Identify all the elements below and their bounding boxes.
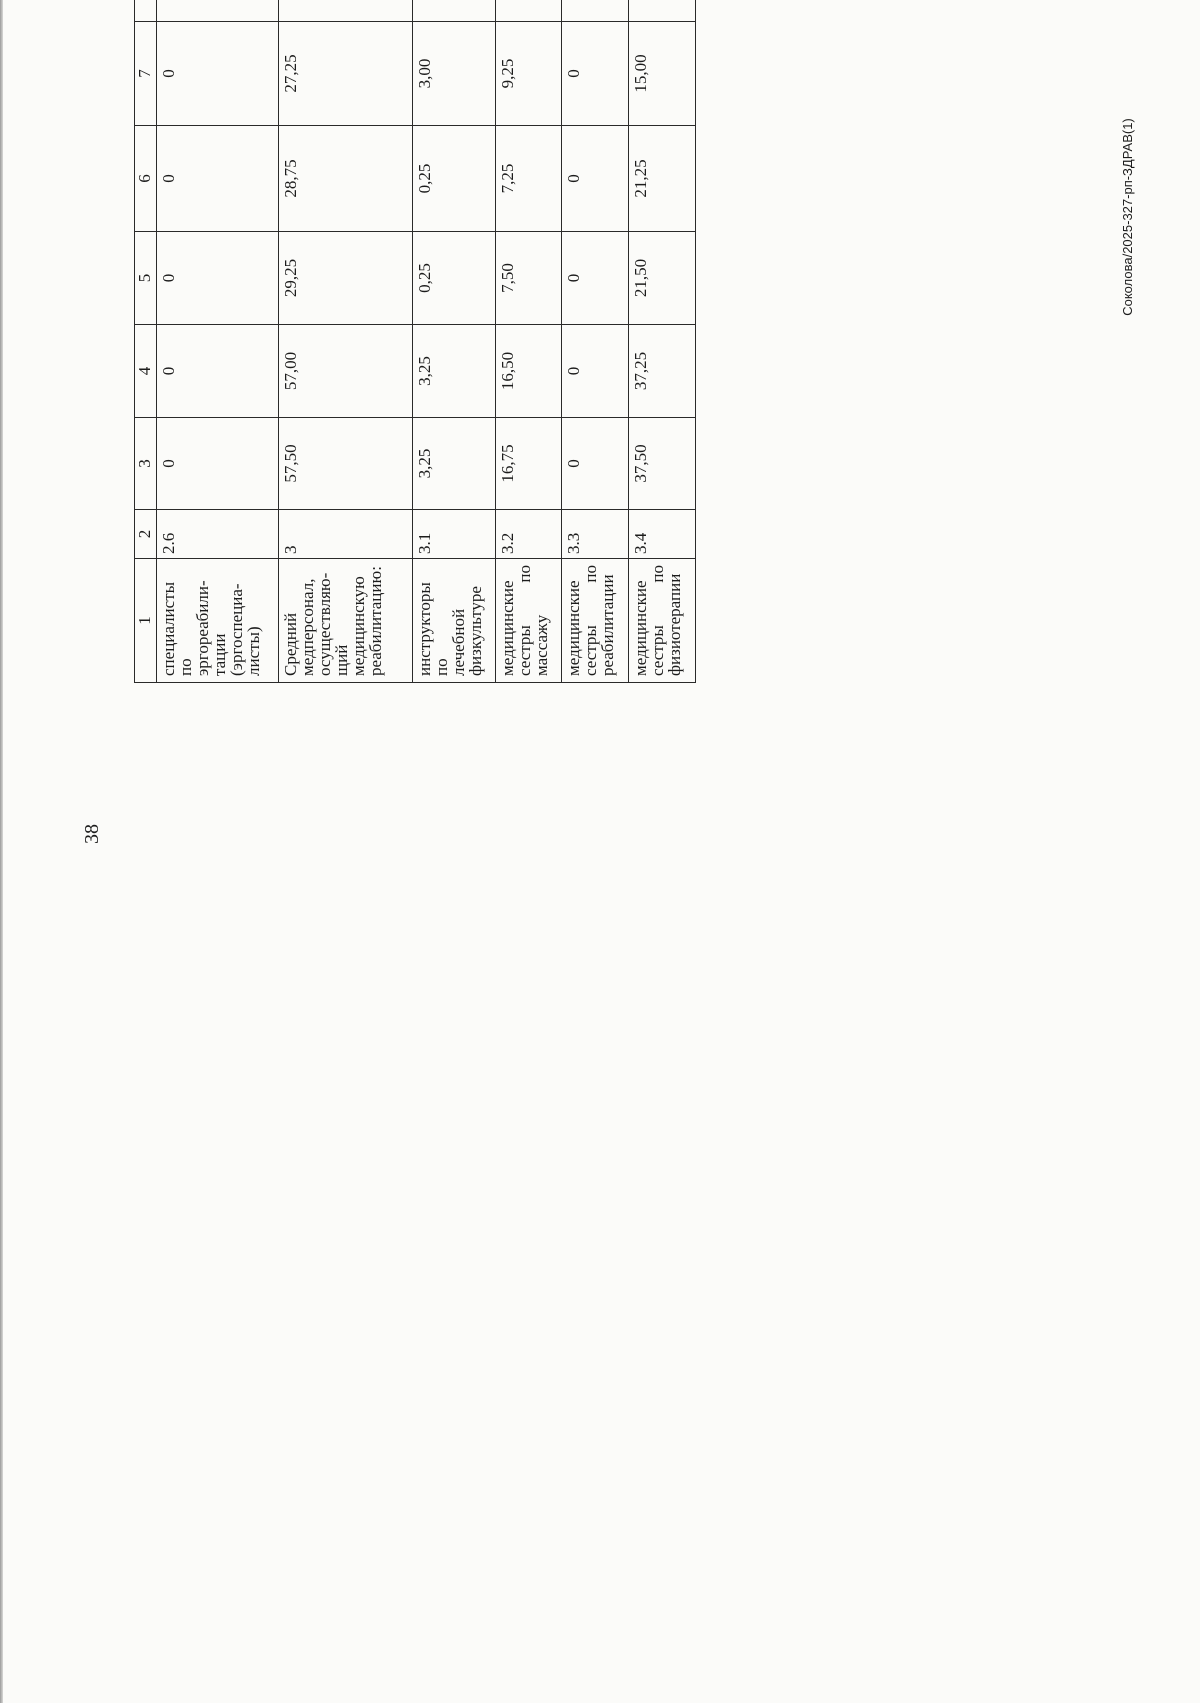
column-number-5: 5	[135, 232, 157, 325]
value-cell-col-5: 0	[156, 232, 278, 325]
table-row	[495, 0, 562, 683]
value-cell-col-5: 21,50	[629, 232, 696, 325]
value-cell-col-6: 21,25	[629, 126, 696, 232]
row-name-line: инструкторы по	[414, 582, 451, 676]
row-name-line: эргореабили-	[192, 580, 212, 676]
value-cell-col-3: 3,25	[412, 418, 495, 510]
row-name-line: сестры по	[514, 565, 534, 676]
value-cell-col-8	[156, 0, 278, 22]
table-body	[135, 0, 696, 683]
rotated-table-frame	[134, 0, 696, 683]
row-name-line: медперсонал,	[297, 578, 317, 676]
page-binding-edge	[0, 0, 3, 1703]
value-cell-col-6: 28,75	[278, 126, 412, 232]
row-name-line: листы)	[243, 626, 263, 676]
row-name-cell	[495, 559, 562, 683]
value-cell-col-3: 37,50	[629, 418, 696, 510]
row-name-line: физиотерапии	[665, 573, 685, 676]
value-cell-col-7: 27,25	[278, 22, 412, 126]
value-cell-col-4: 16,50	[495, 325, 562, 418]
row-name-line: осуществляю-	[314, 572, 334, 676]
rotated-table-container	[134, 54, 696, 1561]
row-name-line: физкультуре	[465, 586, 485, 676]
value-cell-col-5: 7,50	[495, 232, 562, 325]
document-reference: Соколова/2025-327-рп-ЗДРАВ(1)	[1120, 118, 1135, 316]
row-name-cell	[562, 559, 629, 683]
row-code-cell: 3.4	[629, 510, 696, 559]
row-name-line: щий	[331, 644, 351, 676]
value-cell-col-7: 3,00	[412, 22, 495, 126]
column-number-3: 3	[135, 418, 157, 510]
value-cell-col-4: 37,25	[629, 325, 696, 418]
row-code-cell: 3.3	[562, 510, 629, 559]
row-name-cell	[278, 559, 412, 683]
value-cell-col-7: 9,25	[495, 22, 562, 126]
row-name-line: специалисты по	[158, 581, 195, 676]
table-row	[156, 0, 278, 683]
value-cell-col-4: 57,00	[278, 325, 412, 418]
table-row	[412, 0, 495, 683]
row-code-cell: 3	[278, 510, 412, 559]
value-cell-col-4: 3,25	[412, 325, 495, 418]
page-number: 38	[81, 824, 103, 844]
value-cell-col-6: 0	[562, 126, 629, 232]
value-cell-col-5: 29,25	[278, 232, 412, 325]
value-cell-col-3: 16,75	[495, 418, 562, 510]
row-name-line: реабилитации	[598, 574, 618, 676]
value-cell-col-7: 0	[562, 22, 629, 126]
column-number-1: 1	[135, 559, 157, 683]
value-cell-col-4: 0	[156, 325, 278, 418]
column-number-8	[135, 0, 157, 22]
value-cell-col-6: 0,25	[412, 126, 495, 232]
value-cell-col-8	[278, 0, 412, 22]
value-cell-col-8	[629, 0, 696, 22]
row-name-line: тации	[209, 633, 229, 676]
row-name-line: медицинскую	[348, 576, 368, 676]
column-number-6: 6	[135, 126, 157, 232]
value-cell-col-5: 0	[562, 232, 629, 325]
row-code-cell: 3.1	[412, 510, 495, 559]
row-name-line: сестры по	[648, 565, 668, 676]
table-row	[629, 0, 696, 683]
row-code-cell: 2.6	[156, 510, 278, 559]
column-number-7: 7	[135, 22, 157, 126]
row-code-cell: 3.2	[495, 510, 562, 559]
row-name-line: (эргоспециа-	[226, 583, 246, 676]
column-number-row	[135, 0, 157, 683]
table-row	[278, 0, 412, 683]
value-cell-col-3: 0	[562, 418, 629, 510]
value-cell-col-8	[562, 0, 629, 22]
value-cell-col-7: 0	[156, 22, 278, 126]
value-cell-col-8	[495, 0, 562, 22]
row-name-line: Средний	[280, 612, 300, 676]
row-name-cell	[629, 559, 696, 683]
value-cell-col-4: 0	[562, 325, 629, 418]
table-row	[562, 0, 629, 683]
row-name-cell	[412, 559, 495, 683]
value-cell-col-3: 0	[156, 418, 278, 510]
value-cell-col-5: 0,25	[412, 232, 495, 325]
column-number-4: 4	[135, 325, 157, 418]
row-name-line: реабилитацию:	[365, 566, 385, 676]
row-name-line: медицинские	[631, 580, 651, 676]
value-cell-col-6: 7,25	[495, 126, 562, 232]
staffing-table	[134, 0, 696, 683]
value-cell-col-3: 57,50	[278, 418, 412, 510]
column-number-2: 2	[135, 510, 157, 559]
value-cell-col-8	[412, 0, 495, 22]
value-cell-col-6: 0	[156, 126, 278, 232]
value-cell-col-7: 15,00	[629, 22, 696, 126]
row-name-line: медицинские	[564, 580, 584, 676]
row-name-line: массажу	[531, 614, 551, 676]
row-name-line: медицинские	[497, 580, 517, 676]
row-name-line: лечебной	[448, 608, 468, 676]
row-name-line: сестры по	[581, 565, 601, 676]
row-name-cell	[156, 559, 278, 683]
